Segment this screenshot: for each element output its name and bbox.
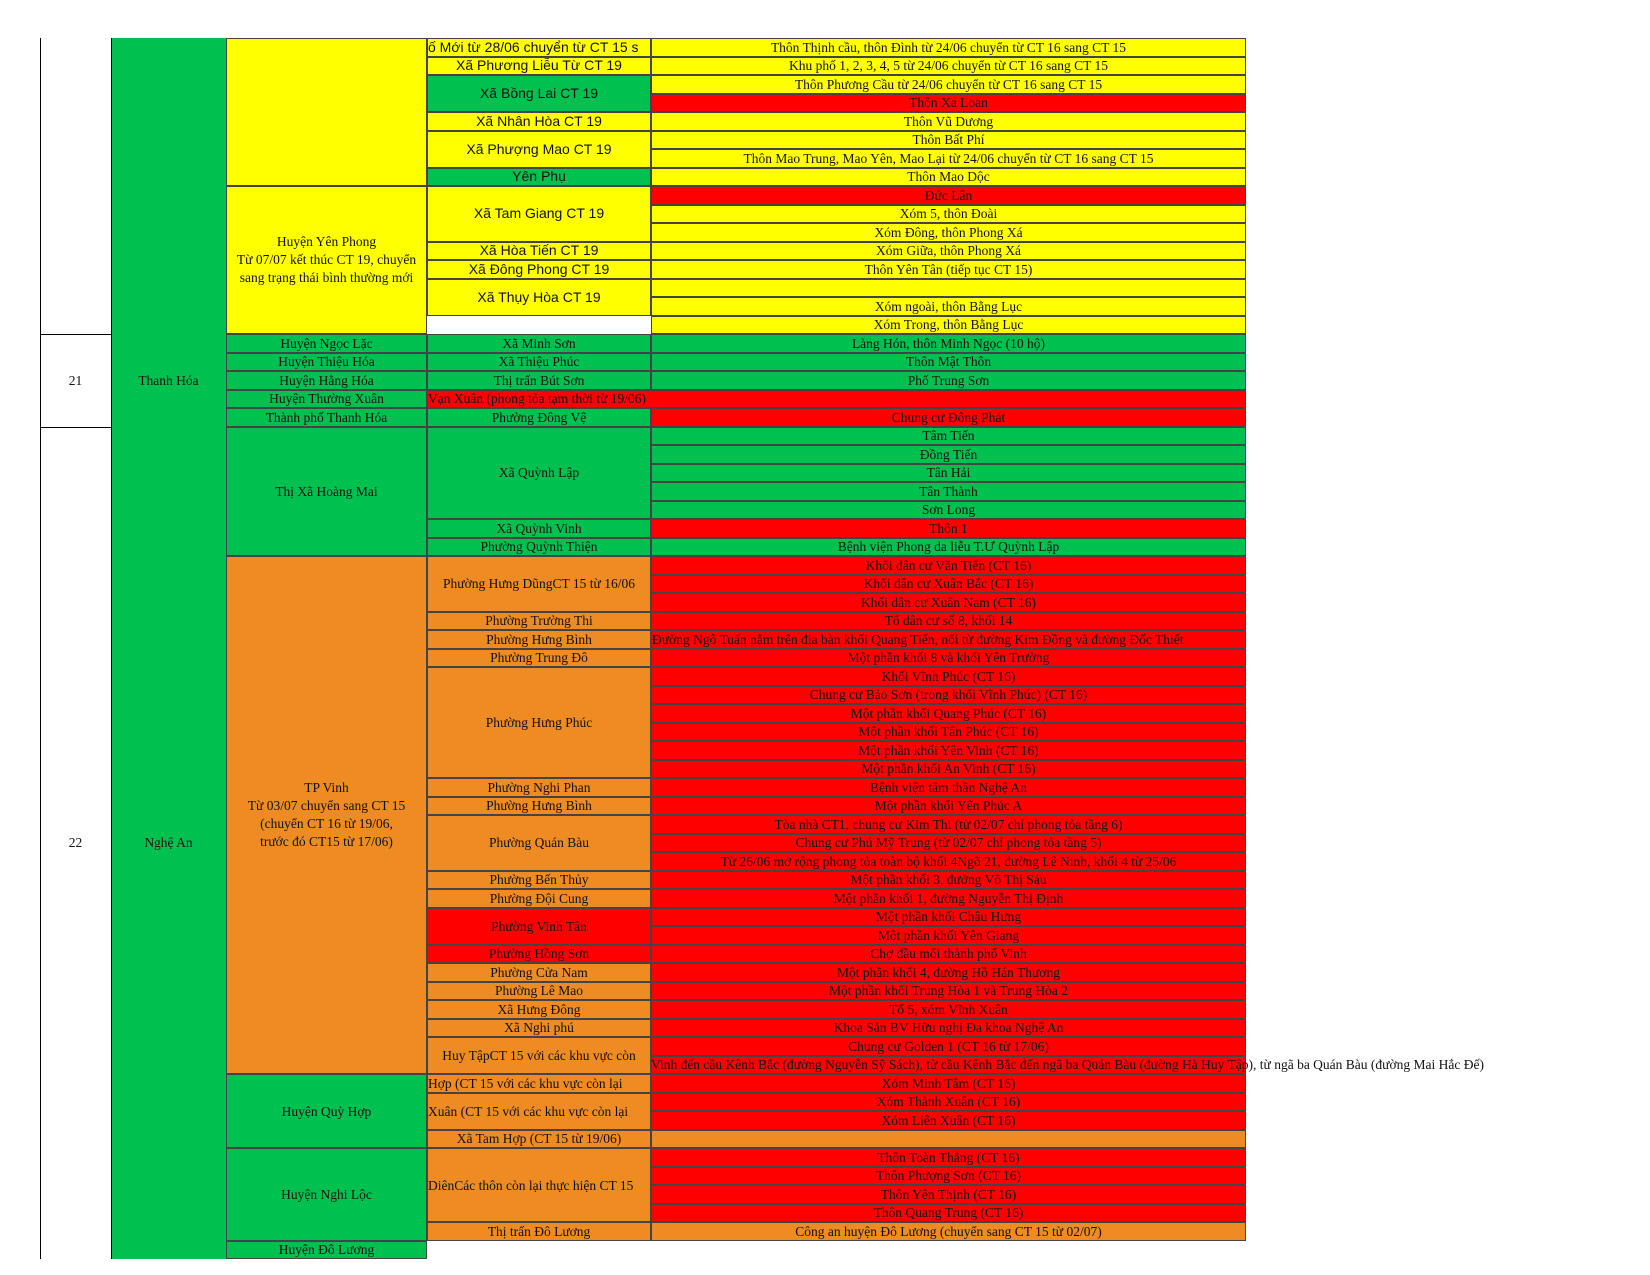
area-cell: Thôn Mật Thôn — [651, 353, 1246, 372]
area-cell: Tổ 5, xóm Vĩnh Xuân — [651, 1000, 1246, 1019]
area-cell: Khối dân cư Xuân Bắc (CT 16) — [651, 575, 1246, 594]
commune-cell: Xã Tam Giang CT 19 — [427, 186, 651, 242]
area-cell: Xóm Liên Xuân (CT 16) — [651, 1111, 1246, 1130]
area-cell: Một phần khối Tân Phúc (CT 16) — [651, 723, 1246, 742]
area-cell: Một phần khối Yên Giang — [651, 926, 1246, 945]
commune-cell: Vạn Xuân (phong tỏa tạm thời từ 19/06) — [427, 390, 1246, 409]
commune-cell: Phường Quỳnh Thiện — [427, 538, 651, 557]
commune-cell: Xã Hưng Đông — [427, 1000, 651, 1019]
area-cell: Một phần khối Quang Phúc (CT 16) — [651, 704, 1246, 723]
district-cell: Huyện Nghi Lộc — [226, 1148, 427, 1241]
commune-cell: Xã Quỳnh Lập — [427, 427, 651, 520]
commune-cell: Phường Hưng Bình — [427, 797, 651, 816]
area-cell: Đồng Tiến — [651, 445, 1246, 464]
area-cell — [651, 279, 1246, 298]
commune-cell: Phường Cửa Nam — [427, 963, 651, 982]
commune-cell: Xuân (CT 15 với các khu vực còn lại — [427, 1093, 651, 1130]
commune-cell: Xã Đông Phong CT 19 — [427, 260, 651, 279]
area-cell: Thôn Yên Thịnh (CT 16) — [651, 1185, 1246, 1204]
grid-line — [40, 38, 41, 1259]
commune-cell: Xã Phương Liễu Từ CT 19 — [427, 57, 651, 76]
area-cell: Khối dân cư Văn Tiến (CT 16) — [651, 556, 1246, 575]
district-cell: TP Vinh Từ 03/07 chuyển sang CT 15 (chuyển CT 16 từ 19/06, trước đó CT15 từ 17/06) — [226, 556, 427, 1074]
commune-cell: Phường Hưng Bình — [427, 630, 651, 649]
district-cell — [226, 38, 427, 186]
district-cell: Huyện Thiệu Hóa — [226, 353, 427, 372]
area-cell: Bệnh viện tâm thần Nghệ An — [651, 778, 1246, 797]
area-cell: Khối Vĩnh Phúc (CT 16) — [651, 667, 1246, 686]
grid-line — [40, 334, 111, 335]
area-cell: Một phần khối 1, đường Nguyễn Thị Định — [651, 889, 1246, 908]
area-cell: Một phần khối 8 và khối Yên Trường — [651, 649, 1246, 668]
district-cell: Huyện Yên Phong Từ 07/07 kết thúc CT 19, chuyển sang trạng thái bình thường mới — [226, 186, 427, 334]
area-cell: Một phần khối Yên Phúc A — [651, 797, 1246, 816]
grid-line — [111, 38, 112, 1259]
area-cell: Thôn Toàn Thắng (CT 16) — [651, 1148, 1246, 1167]
commune-cell: Xã Phượng Mao CT 19 — [427, 131, 651, 168]
commune-cell: Xã Bồng Lai CT 19 — [427, 75, 651, 112]
commune-cell: ố Mới từ 28/06 chuyển từ CT 15 s — [427, 38, 651, 57]
commune-cell: Xã Thiệu Phúc — [427, 353, 651, 372]
commune-cell: Yên Phụ — [427, 168, 651, 187]
commune-cell: Xã Tam Hợp (CT 15 từ 19/06) — [427, 1130, 651, 1149]
district-cell: Thành phố Thanh Hóa — [226, 408, 427, 427]
area-cell: Vinh đến cầu Kênh Bắc (đường Nguyễn Sỹ Sách), từ cầu Kênh Bắc đến ngã ba Quán Bàu (đường Hà Huy Tập), từ ngã ba Quán Bàu (đường Mai Hắc Đế) — [651, 1057, 1484, 1073]
commune-cell: Xã Quỳnh Vinh — [427, 519, 651, 538]
area-cell: Tâm Tiến — [651, 427, 1246, 446]
district-cell: Huyện Ngọc Lặc — [226, 334, 427, 353]
commune-cell: Phường Đông Vệ — [427, 408, 651, 427]
province-cell: Nghệ An — [111, 427, 226, 1260]
area-cell — [651, 1130, 1246, 1149]
area-cell: Một phần khối Châu Hưng — [651, 908, 1246, 927]
area-cell: Thôn Xa Loan — [651, 94, 1246, 113]
commune-cell: Phường Bến Thủy — [427, 871, 651, 890]
area-cell: Chung cư Đông Phát — [651, 408, 1246, 427]
area-cell: Thôn Phương Cầu từ 24/06 chuyển từ CT 16 sang CT 15 — [651, 75, 1246, 94]
area-cell: Chợ đầu mối thành phố Vinh — [651, 945, 1246, 964]
district-cell: Thị Xã Hoàng Mai — [226, 427, 427, 557]
stt-cell: 22 — [40, 427, 111, 1260]
area-cell: Một phần khối 3, đường Võ Thị Sáu — [651, 871, 1246, 890]
area-cell: Một phần khối Trung Hòa 1 và Trung Hòa 2 — [651, 982, 1246, 1001]
area-cell: Khối dân cư Xuân Nam (CT 16) — [651, 593, 1246, 612]
commune-cell: Xã Minh Sơn — [427, 334, 651, 353]
area-cell: Bệnh viện Phong da liễu T.Ư Quỳnh Lập — [651, 538, 1246, 557]
grid-line — [40, 427, 111, 428]
district-cell: Huyện Thường Xuân — [226, 390, 427, 409]
area-cell: Tòa nhà CT1, chung cư Kim Thi (từ 02/07 chỉ phong tỏa tầng 6) — [651, 815, 1246, 834]
province-cell-prev — [111, 38, 226, 334]
area-cell: Xóm ngoài, thôn Bằng Lục — [651, 297, 1246, 316]
area-cell: Thôn Quang Trung (CT 16) — [651, 1204, 1246, 1223]
commune-cell: Phường Lê Mao — [427, 982, 651, 1001]
area-cell: Thôn Thịnh cầu, thôn Đình từ 24/06 chuyển từ CT 16 sang CT 15 — [651, 38, 1246, 57]
area-cell: Xóm Giữa, thôn Phong Xá — [651, 242, 1246, 261]
commune-cell: Thị trấn Bút Sơn — [427, 371, 651, 390]
area-cell: Một phần khối Yên Vinh (CT 16) — [651, 741, 1246, 760]
commune-cell: Phường Hưng DũngCT 15 từ 16/06 — [427, 556, 651, 612]
area-cell: Sơn Long — [651, 501, 1246, 520]
commune-cell: Hợp (CT 15 với các khu vực còn lại — [427, 1074, 651, 1093]
commune-cell: Xã Thụy Hòa CT 19 — [427, 279, 651, 316]
commune-cell: Xã Nghi phú — [427, 1019, 651, 1038]
area-cell: Xóm Minh Tâm (CT 16) — [651, 1074, 1246, 1093]
area-cell: Đường Ngô Tuấn nằm trên địa bàn khối Quang Tiến, nối từ đường Kim Đồng và đường Đốc Thiết — [651, 630, 1246, 649]
area-cell: Khu phố 1, 2, 3, 4, 5 từ 24/06 chuyển từ CT 16 sang CT 15 — [651, 57, 1246, 76]
area-cell: Thôn Bất Phí — [651, 131, 1246, 150]
commune-cell: Huy TậpCT 15 với các khu vực còn — [427, 1037, 651, 1074]
area-cell: Xóm Trong, thôn Bằng Lục — [651, 316, 1246, 335]
commune-cell: Phường Hưng Phúc — [427, 667, 651, 778]
commune-cell: Xã Hòa Tiến CT 19 — [427, 242, 651, 261]
district-cell: Huyện Quỳ Hợp — [226, 1074, 427, 1148]
area-cell: Xóm Thành Xuân (CT 16) — [651, 1093, 1246, 1112]
area-cell: Phố Trung Sơn — [651, 371, 1246, 390]
commune-cell: Phường Đội Cung — [427, 889, 651, 908]
area-cell: Tân Thành — [651, 482, 1246, 501]
area-cell: Chung cư Bảo Sơn (trong khối Vĩnh Phúc) (CT 16) — [651, 686, 1246, 705]
area-cell: Đức Lân — [651, 186, 1246, 205]
area-cell: Một phần khối 4, đường Hồ Hán Thương — [651, 963, 1246, 982]
stt-cell: 21 — [40, 334, 111, 427]
area-cell: Công an huyện Đô Lương (chuyển sang CT 15 từ 02/07) — [651, 1222, 1246, 1241]
area-cell: Thôn Mao Dộc — [651, 168, 1246, 187]
area-cell: Chung cư Phú Mỹ Trung (từ 02/07 chỉ phong tỏa tầng 5) — [651, 834, 1246, 853]
area-cell: Tổ dân cư số 8, khối 14 — [651, 612, 1246, 631]
commune-cell: Phường Nghi Phan — [427, 778, 651, 797]
area-cell: Thôn Mao Trung, Mao Yên, Mao Lại từ 24/06 chuyển từ CT 16 sang CT 15 — [651, 149, 1246, 168]
area-cell: Thôn Vũ Dương — [651, 112, 1246, 131]
area-cell: Thôn Yên Tân (tiếp tục CT 15) — [651, 260, 1246, 279]
commune-cell: Thị trấn Đô Lương — [427, 1222, 651, 1241]
commune-cell: Phường Quán Bàu — [427, 815, 651, 871]
commune-cell: Phường Trường Thi — [427, 612, 651, 631]
area-cell: Thôn Phượng Sơn (CT 16) — [651, 1167, 1246, 1186]
commune-cell: DiênCác thôn còn lại thực hiện CT 15 — [427, 1148, 651, 1222]
commune-cell: Phường Hồng Sơn — [427, 945, 651, 964]
area-cell: Xóm Đông, thôn Phong Xá — [651, 223, 1246, 242]
district-cell: Huyện Hằng Hóa — [226, 371, 427, 390]
area-cell: Tân Hải — [651, 464, 1246, 483]
area-cell: Một phần khối An Vinh (CT 16) — [651, 760, 1246, 779]
area-cell: Thôn 1 — [651, 519, 1246, 538]
commune-cell: Xã Nhân Hòa CT 19 — [427, 112, 651, 131]
commune-cell: Phường Vinh Tân — [427, 908, 651, 945]
area-cell: Khoa Sản BV Hữu nghị Đa khoa Nghệ An — [651, 1019, 1246, 1038]
commune-cell: Phường Trung Đô — [427, 649, 651, 668]
area-cell: Từ 26/06 mở rộng phong tỏa toàn bộ khối 4Ngõ 21, đường Lê Ninh, khối 4 từ 25/06 — [651, 852, 1246, 871]
district-cell: Huyện Đô Lương — [226, 1241, 427, 1260]
area-cell: Chung cư Golden 1 (CT 16 từ 17/06) — [651, 1037, 1246, 1056]
area-cell: Làng Hón, thôn Minh Ngọc (10 hộ) — [651, 334, 1246, 353]
province-cell: Thanh Hóa — [111, 334, 226, 427]
area-cell: Xóm 5, thôn Đoài — [651, 205, 1246, 224]
